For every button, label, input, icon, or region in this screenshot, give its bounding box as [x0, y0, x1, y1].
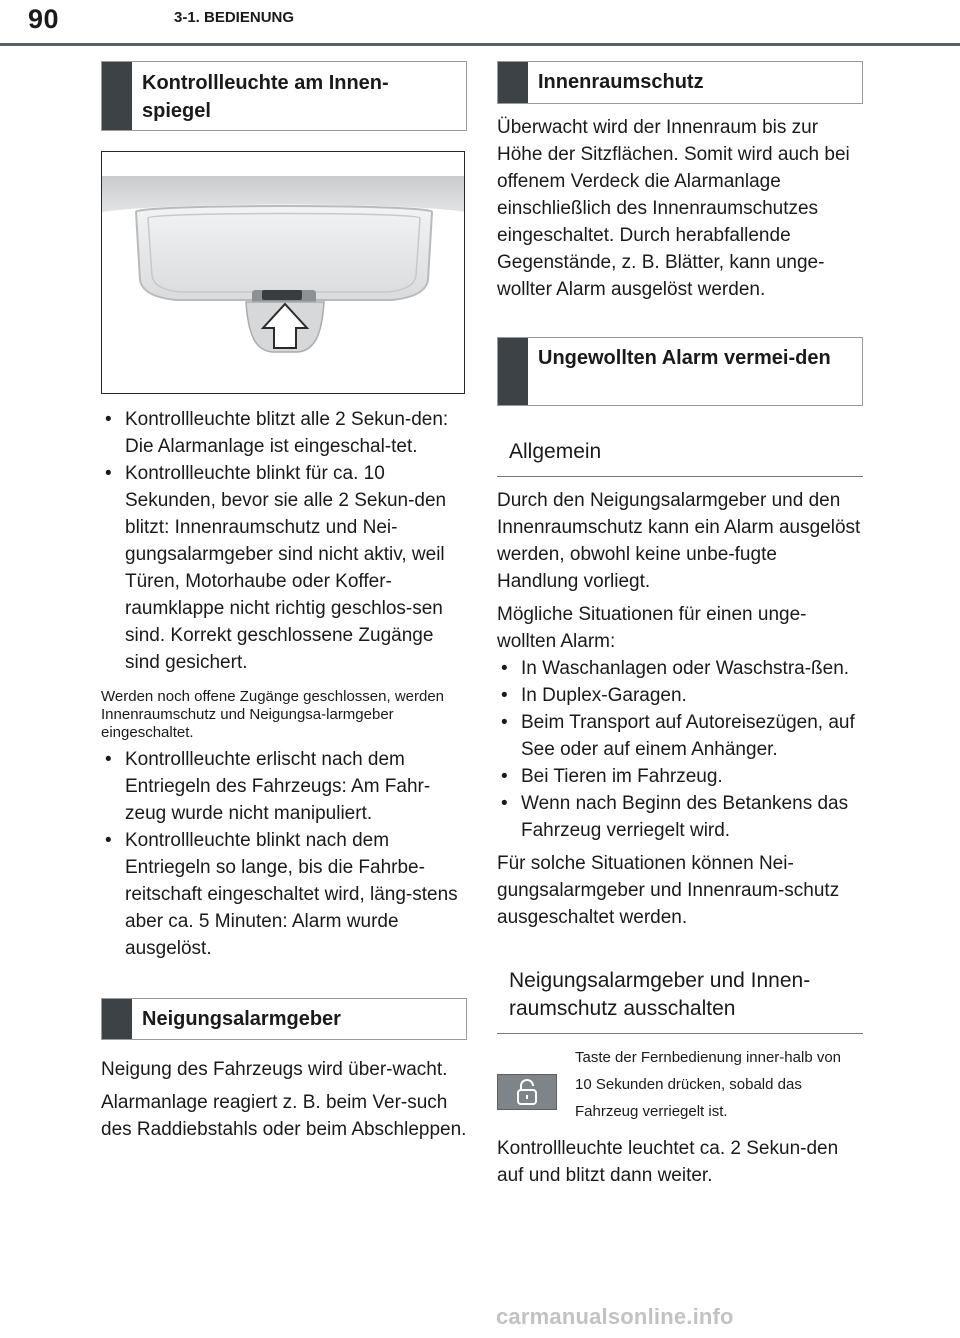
indicator-bullet-list-2 [101, 746, 467, 962]
list-item: • Kontrollleuchte blitzt alle 2 Sekun-den: Die Alarmanlage ist eingeschal-tet. [101, 406, 467, 460]
paragraph: Überwacht wird der Innenraum bis zur Höhe der Sitzflächen. Somit wird auch bei offenem Verdeck die Alarmanlage einschließlich des Innenraumschutzes eingeschaltet. Durch herabfallende Gegenstände, z. B. Blätter, kann unge-wollter Alarm ausgelöst werden. [497, 117, 850, 300]
subheading-switch-off: Neigungsalarmgeber und Innen-raumschutz ausschalten [497, 961, 863, 1034]
heading-text: Kontrollleuchte am Innen-spiegel [142, 72, 389, 122]
heading-text: Neigungsalarmgeber [142, 1008, 341, 1030]
left-column [101, 61, 467, 1143]
header-rule [0, 43, 960, 46]
lock-icon [497, 1074, 557, 1110]
right-column [497, 61, 863, 1189]
situation-bullet-list [497, 655, 863, 844]
list-item: • Kontrollleuchte erlischt nach dem Entriegeln des Fahrzeugs: Am Fahr-zeug wurde nicht manipuliert. [101, 746, 467, 827]
section-heading-mirror-indicator [101, 61, 467, 131]
paragraph: Mögliche Situationen für einen unge-wollten Alarm: [497, 604, 807, 652]
list-item: • In Waschanlagen oder Waschstra-ßen. [497, 655, 863, 682]
rearview-mirror-image [102, 152, 465, 394]
page-number: 90 [28, 4, 60, 34]
paragraph: Für solche Situationen können Nei-gungsalarmgeber und Innenraum-schutz ausgeschaltet werden. [497, 853, 840, 928]
section-heading-avoid-false-alarm [497, 337, 863, 406]
list-item: • Kontrollleuchte blinkt nach dem Entriegeln so lange, bis die Fahrbe-reitschaft eingeschaltet wird, läng-stens aber ca. 5 Minuten: Alarm wurde ausgelöst. [101, 827, 467, 962]
list-item: • Wenn nach Beginn des Betankens das Fahrzeug verriegelt wird. [497, 790, 863, 844]
paragraph: Kontrollleuchte leuchtet ca. 2 Sekun-den auf und blitzt dann weiter. [497, 1138, 839, 1186]
list-item: • Beim Transport auf Autoreisezügen, auf See oder auf einem Anhänger. [497, 709, 863, 763]
remote-instruction [497, 1044, 863, 1125]
note-text: Werden noch offene Zugänge geschlossen, werden Innenraumschutz und Neigungsa-larmgeber eingeschaltet. [101, 688, 445, 741]
mirror-illustration [101, 151, 465, 394]
heading-text: Innenraumschutz [538, 71, 704, 93]
paragraph: Neigung des Fahrzeugs wird über-wacht. [101, 1059, 448, 1080]
list-item: • Bei Tieren im Fahrzeug. [497, 763, 863, 790]
section-heading-interior-protection [497, 61, 863, 104]
remote-instruction-text: Taste der Fernbedienung inner-halb von 10 Sekunden drücken, sobald das Fahrzeug verriegelt ist. [575, 1049, 842, 1120]
paragraph: Durch den Neigungsalarmgeber und den Innenraumschutz kann ein Alarm ausgelöst werden, obwohl keine unbe-fugte Handlung vorliegt. [497, 490, 861, 592]
list-item: • Kontrollleuchte blinkt für ca. 10 Sekunden, bevor sie alle 2 Sekun-den blitzt: Innenraumschutz und Nei-gungsalarmgeber sind nicht aktiv, weil Türen, Motorhaube oder Koffer-raumklappe nicht richtig geschlos-sen sind. Korrekt geschlossene Zugänge sind gesichert. [101, 460, 467, 676]
chapter-title: 3-1. BEDIENUNG [174, 9, 295, 26]
heading-text: Ungewollten Alarm vermei-den [538, 347, 831, 369]
watermark: carmanualsonline.info [496, 1304, 734, 1329]
paragraph: Alarmanlage reagiert z. B. beim Ver-such des Raddiebstahls oder beim Abschleppen. [101, 1092, 467, 1140]
section-heading-tilt-sensor [101, 998, 467, 1040]
subheading-general: Allgemein [497, 430, 863, 477]
list-item: • In Duplex-Garagen. [497, 682, 863, 709]
indicator-bullet-list-1 [101, 406, 467, 676]
